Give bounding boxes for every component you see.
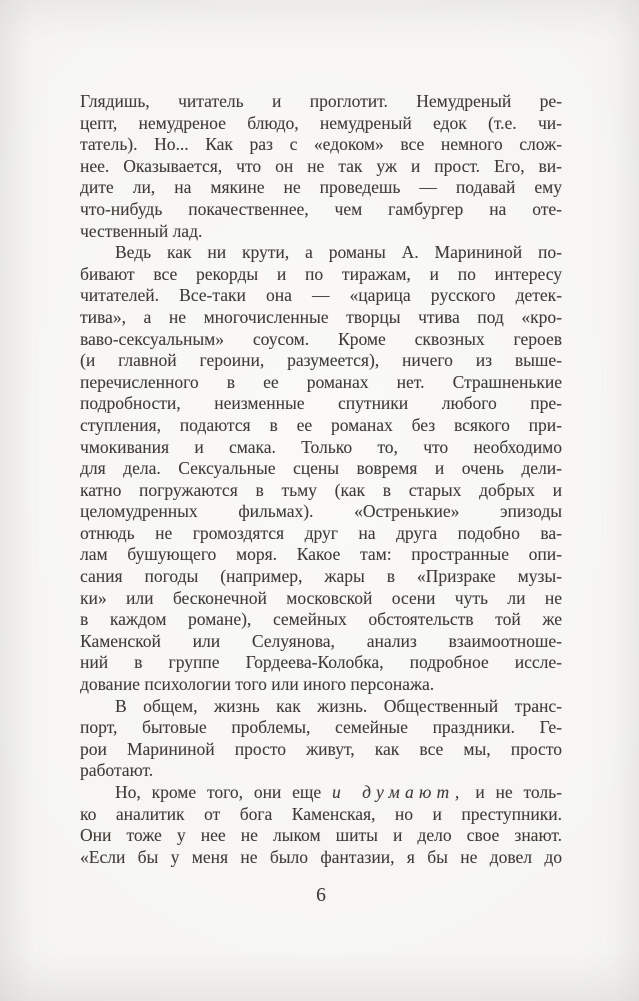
text-line: ко аналитик от бога Каменская, но и преступники. <box>80 803 562 824</box>
text-line: катно погружаются в тьму (как в старых добрых и <box>80 479 562 500</box>
text-line: ки» или бесконечной московской осени чуть ли не <box>80 587 562 608</box>
text-line: рои Марининой просто живут, как все мы, просто <box>80 738 562 759</box>
paragraph <box>80 91 562 242</box>
text-line: в каждом романе), семейных обстоятельств той же <box>80 609 562 630</box>
text-line: Ведь как ни крути, а романы А. Марининой по- <box>115 242 562 263</box>
text-line: подробности, неизменные спутники любого пре- <box>80 393 562 414</box>
text-line: Глядишь, читатель и проглотит. Немудреный ре- <box>80 91 562 111</box>
text-line: чественный лад. <box>80 220 203 241</box>
text-line: Они тоже у нее не лыком шиты и дело свое знают. <box>80 825 562 846</box>
text-line: читателей. Все-таки она — «царица русского детек- <box>80 285 562 306</box>
text-line: дите ли, на мякине не проведешь — подавай ему <box>80 177 562 198</box>
text-line: нее. Оказывается, что он не так уж и прост. Его, ви- <box>80 155 562 176</box>
text-line: что-нибудь покачественнее, чем гамбургер на оте- <box>80 198 562 219</box>
text-line: чмокивания и смака. Только то, что необходимо <box>80 436 562 457</box>
text-line: В общем, жизнь как жизнь. Общественный транс- <box>115 695 562 716</box>
text-line: бивают все рекорды и по тиражам, и по интересу <box>80 263 562 284</box>
text-line: (и главной героини, разумеется), ничего из выше- <box>80 350 562 371</box>
text-line: татель). Но... Как раз с «едоком» все немного слож- <box>80 134 562 155</box>
paragraph <box>80 242 562 695</box>
text-line: Каменской или Селуянова, анализ взаимоотноше- <box>80 630 562 651</box>
text-line: лам бушующего моря. Какое там: пространные опи- <box>80 544 562 565</box>
text-line: перечисленного в ее романах нет. Страшненькие <box>80 371 562 392</box>
emphasized-text: и думают, <box>331 782 465 802</box>
text-line: отнюдь не громоздятся друг на друга подобно ва- <box>80 522 562 543</box>
page-text <box>80 91 562 868</box>
text-line: ступления, подаются в ее романах без всякого при- <box>80 414 562 435</box>
text-line: тива», а не многочисленные творцы чтива под «кро- <box>80 306 562 327</box>
paragraph <box>80 782 562 868</box>
text-line <box>80 782 562 804</box>
text-line: работают. <box>80 760 154 781</box>
text-line: ний в группе Гордеева-Колобка, подробное иссле- <box>80 652 562 673</box>
text-segment: и не толь- <box>464 782 562 802</box>
text-line: ваво-сексуальным» соусом. Кроме сквозных героев <box>80 328 562 349</box>
text-line: порт, бытовые проблемы, семейные праздники. Ге- <box>80 717 562 738</box>
text-line: сания погоды (например, жары в «Призраке музы- <box>80 566 562 587</box>
text-line: дование психологии того или иного персонажа. <box>80 674 435 695</box>
text-line: целомудренных фильмах). «Остренькие» эпизоды <box>80 501 562 522</box>
text-line: для дела. Сексуальные сцены вовремя и очень дели- <box>80 458 562 479</box>
text-line: «Если бы у меня не было фантазии, я бы не довел до <box>80 846 562 867</box>
page-number: 6 <box>316 885 326 906</box>
text-line: цепт, немудреное блюдо, немудреный едок (т.е. чи- <box>80 112 562 133</box>
text-segment: Но, кроме того, они еще <box>115 782 332 802</box>
paragraph <box>80 696 562 782</box>
